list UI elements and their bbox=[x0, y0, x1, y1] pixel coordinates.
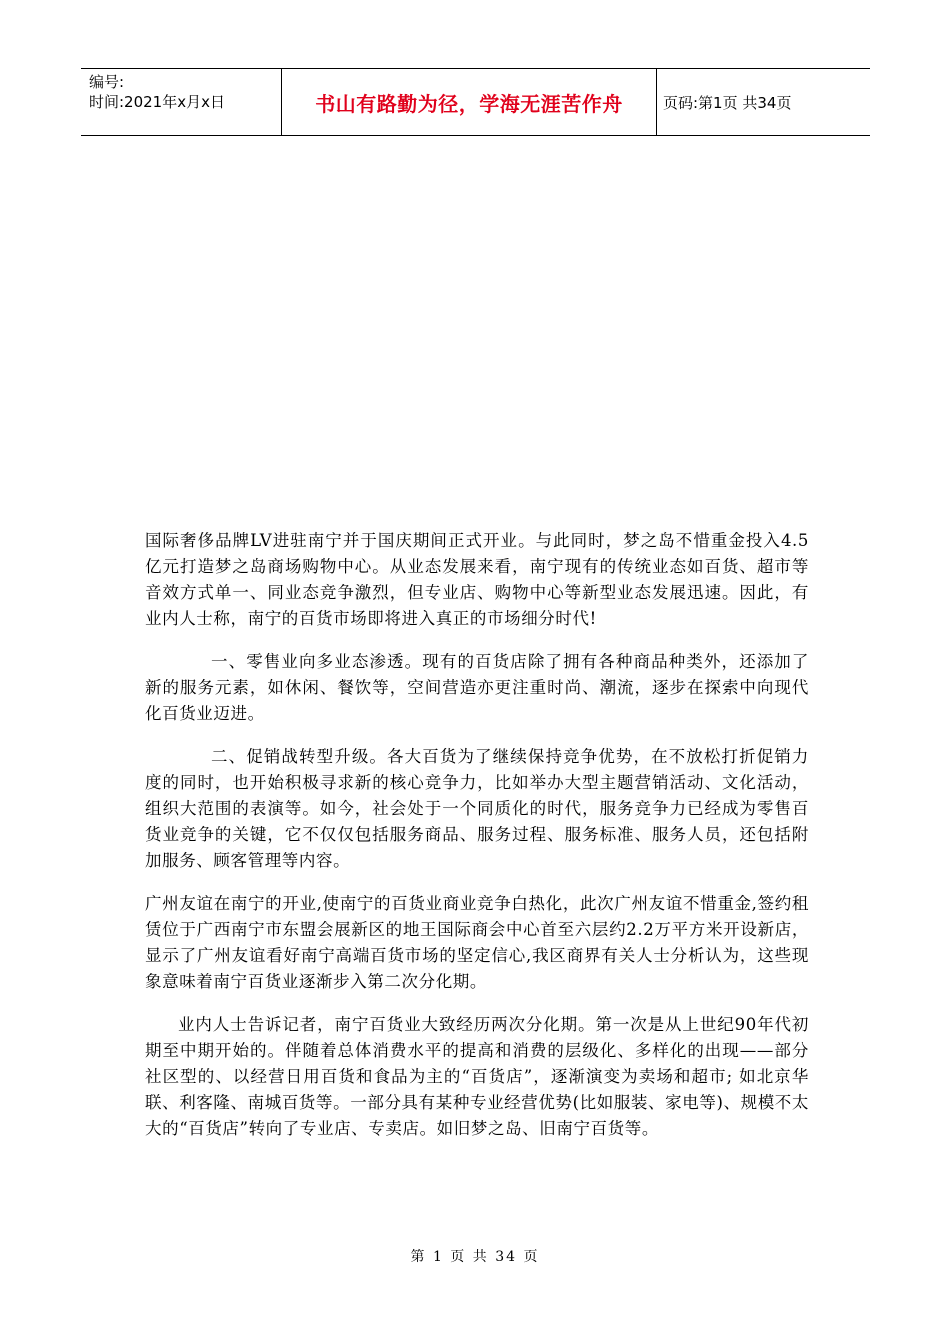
paragraph-point-one: 一、零售业向多业态渗透。现有的百货店除了拥有各种商品种类外，还添加了新的服务元素，如休闲、餐饮等，空间营造亦更注重时尚、潮流，逐步在探索中向现代化百货业迈进。 bbox=[145, 652, 809, 723]
document-number-label: 编号: bbox=[89, 73, 125, 91]
header-page-cell bbox=[657, 69, 870, 135]
header-motto: 书山有路勤为径，学海无涯苦作舟 bbox=[315, 91, 623, 116]
document-body bbox=[145, 528, 809, 1159]
document-date: 时间:2021年x月x日 bbox=[89, 93, 225, 111]
paragraph-guangzhou-friendship: 广州友谊在南宁的开业,使南宁的百货业商业竞争白热化，此次广州友谊不惜重金,签约租赁位于广西南宁市东盟会展新区的地王国际商会中心首至六层约2.2万平方米开设新店，显示了广州友谊看好南宁高端百货市场的坚定信心,我区商界有关人士分析认为，这些现象意味着南宁百货业逐渐步入第二次分化期。 bbox=[145, 894, 809, 991]
page-footer: 第 1 页 共 34 页 bbox=[410, 1249, 540, 1265]
header-page-info: 页码:第1页 共34页 bbox=[663, 93, 792, 112]
header-table bbox=[81, 68, 870, 136]
paragraph-intro: 国际奢侈品牌LV进驻南宁并于国庆期间正式开业。与此同时，梦之岛不惜重金投入4.5亿元打造梦之岛商场购物中心。从业态发展来看，南宁现有的传统业态如百货、超市等音效方式单一、同业态竞争激烈，但专业店、购物中心等新型业态发展迅速。因此，有业内人士称，南宁的百货市场即将进入真正的市场细分时代! bbox=[145, 531, 809, 628]
paragraph-industry-insider: 业内人士告诉记者，南宁百货业大致经历两次分化期。第一次是从上世纪90年代初期至中期开始的。伴随着总体消费水平的提高和消费的层级化、多样化的出现——部分社区型的、以经营日用百货和食品为主的“百货店”，逐渐演变为卖场和超市; 如北京华联、利客隆、南城百货等。一部分具有某种专业经营优势(比如服装、家电等)、规模不太大的“百货店”转向了专业店、专卖店。如旧梦之岛、旧南宁百货等。 bbox=[145, 1015, 809, 1138]
paragraph-point-two: 二、促销战转型升级。各大百货为了继续保持竞争优势，在不放松打折促销力度的同时，也开始积极寻求新的核心竞争力，比如举办大型主题营销活动、文化活动，组织大范围的表演等。如今，社会处于一个同质化的时代，服务竞争力已经成为零售百货业竞争的关键，它不仅仅包括服务商品、服务过程、服务标准、服务人员，还包括附加服务、顾客管理等内容。 bbox=[145, 747, 809, 870]
header-meta-cell bbox=[81, 69, 282, 135]
header-motto-cell bbox=[282, 69, 657, 135]
